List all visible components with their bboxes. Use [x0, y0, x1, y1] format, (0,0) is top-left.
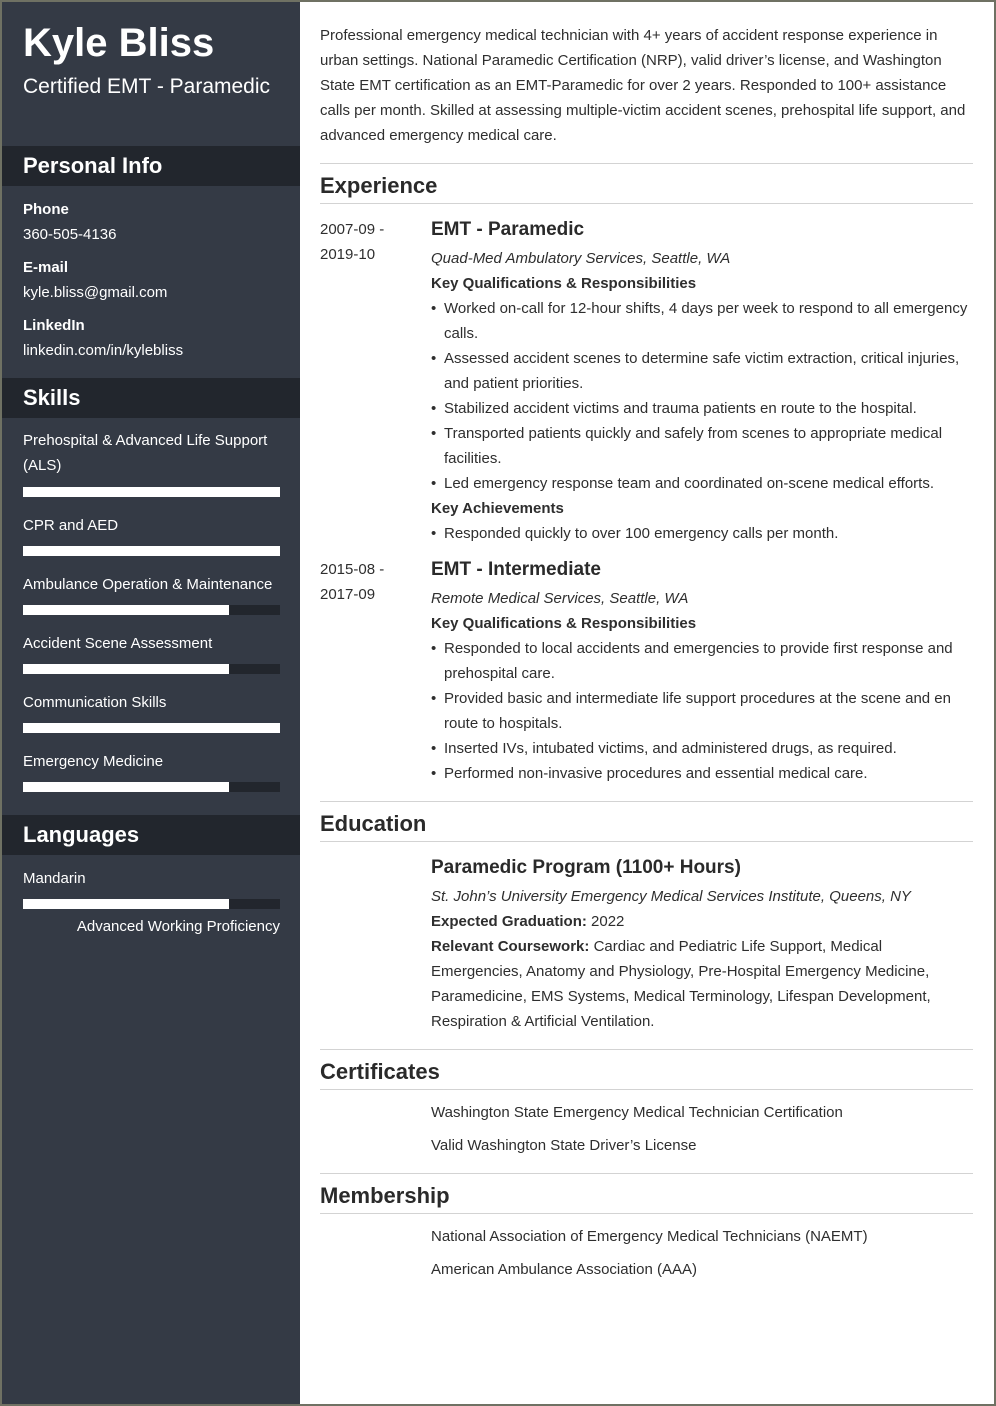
membership-item: National Association of Emergency Medical Technicians (NAEMT) [431, 1228, 868, 1245]
list-item: • Responded to local accidents and emergencies to provide first response and prehospital care. [431, 636, 973, 686]
job-company: Remote Medical Services, Seattle, WA [431, 590, 689, 607]
skill-name: Emergency Medicine [23, 753, 164, 770]
job-resp-heading: Key Qualifications & Responsibilities [431, 615, 697, 632]
list-item: • Stabilized accident victims and trauma patients en route to the hospital. [431, 396, 973, 421]
skill-bar-fill [23, 546, 280, 556]
skill-name: Ambulance Operation & Maintenance [23, 576, 273, 593]
graduation-label: Expected Graduation: [431, 913, 587, 930]
skill-bar [23, 487, 280, 497]
candidate-name: Kyle Bliss [23, 21, 215, 65]
skill-name: Accident Scene Assessment [23, 635, 213, 652]
language-level: Advanced Working Proficiency [76, 918, 280, 935]
job-date-end: 2019-10 [320, 246, 376, 263]
education-graduation [431, 909, 973, 934]
job-responsibilities [431, 296, 973, 496]
skill-bar [23, 723, 280, 733]
sidebar [2, 2, 300, 1404]
job-date-start: 2015-08 - [320, 561, 385, 578]
skill-bar-fill [23, 723, 280, 733]
divider [320, 1213, 973, 1214]
phone-label: Phone [23, 201, 69, 218]
list-item: • Assessed accident scenes to determine safe victim extraction, critical injuries, and patient priorities. [431, 346, 973, 396]
language-name: Mandarin [23, 870, 86, 887]
skill-name: Communication Skills [23, 694, 167, 711]
divider [320, 801, 973, 802]
list-item: • Inserted IVs, intubated victims, and administered drugs, as required. [431, 736, 973, 761]
skill-name: CPR and AED [23, 517, 119, 534]
coursework-value: Cardiac and Pediatric Life Support, Medical Emergencies, Anatomy and Physiology, Pre-Hospital Emergency Medicine, Paramedicine, EMS Systems, Medical Terminology, Lifespan Development, Respiration & Artificial Ventilation. [431, 938, 931, 1030]
skill-bar [23, 605, 280, 615]
divider [320, 841, 973, 842]
personal-info-heading: Personal Info [2, 146, 300, 186]
list-item: • Provided basic and intermediate life support procedures at the scene and en route to hospitals. [431, 686, 973, 736]
language-bar [23, 899, 280, 909]
graduation-value: 2022 [591, 913, 625, 930]
skill-bar [23, 664, 280, 674]
divider [320, 1049, 973, 1050]
skill-bar-fill [23, 782, 229, 792]
linkedin-label: LinkedIn [23, 317, 85, 334]
membership-heading: Membership [320, 1183, 450, 1208]
certificates-heading: Certificates [320, 1059, 440, 1084]
skill-bar-fill [23, 664, 229, 674]
certificate-item: Valid Washington State Driver’s License [431, 1137, 697, 1154]
phone-value: 360-505-4136 [23, 226, 117, 243]
membership-item: American Ambulance Association (AAA) [431, 1261, 697, 1278]
skill-name: Prehospital & Advanced Life Support (ALS) [23, 432, 268, 474]
job-ach-heading: Key Achievements [431, 500, 564, 517]
resume-page [2, 2, 994, 1404]
job-title: EMT - Intermediate [431, 559, 601, 580]
skill-bar-fill [23, 605, 229, 615]
divider [320, 1173, 973, 1174]
email-label: E-mail [23, 259, 69, 276]
divider [320, 1089, 973, 1090]
email-value: kyle.bliss@gmail.com [23, 284, 168, 301]
candidate-title: Certified EMT - Paramedic [23, 75, 271, 98]
divider [320, 163, 973, 164]
job-date-end: 2017-09 [320, 586, 376, 603]
list-item: • Performed non-invasive procedures and essential medical care. [431, 761, 973, 786]
skill-bar [23, 782, 280, 792]
job-title: EMT - Paramedic [431, 219, 585, 240]
job-date-start: 2007-09 - [320, 221, 385, 238]
certificate-item: Washington State Emergency Medical Technician Certification [431, 1104, 843, 1121]
summary: Professional emergency medical technician with 4+ years of accident response experience in urban settings. National Paramedic Certification (NRP), valid driver’s license, and Washington State EMT certification as an EMT-Paramedic for over 2 years. Responded to 100+ assistance calls per month. Skilled at assessing multiple-victim accident scenes, prehospital life support, and advanced emergency medical care. [320, 27, 966, 144]
list-item: • Worked on-call for 12-hour shifts, 4 days per week to respond to all emergency calls. [431, 296, 973, 346]
job-company: Quad-Med Ambulatory Services, Seattle, WA [431, 250, 731, 267]
experience-heading: Experience [320, 173, 438, 198]
job-resp-heading: Key Qualifications & Responsibilities [431, 275, 697, 292]
list-item: • Transported patients quickly and safely from scenes to appropriate medical facilities. [431, 421, 973, 471]
list-item: • Responded quickly to over 100 emergency calls per month. [431, 521, 973, 546]
languages-heading: Languages [2, 815, 300, 855]
skill-bar-fill [23, 487, 280, 497]
linkedin-value: linkedin.com/in/kylebliss [23, 342, 184, 359]
education-school: St. John’s University Emergency Medical Services Institute, Queens, NY [431, 888, 911, 905]
skill-bar [23, 546, 280, 556]
divider [320, 203, 973, 204]
list-item: • Led emergency response team and coordinated on-scene medical efforts. [431, 471, 973, 496]
education-heading: Education [320, 811, 427, 836]
coursework-label: Relevant Coursework: [431, 938, 590, 955]
job-achievements [431, 521, 973, 546]
language-bar-fill [23, 899, 229, 909]
education-coursework [431, 934, 973, 1034]
skills-heading: Skills [2, 378, 300, 418]
job-responsibilities [431, 636, 973, 786]
education-program: Paramedic Program (1100+ Hours) [431, 857, 741, 878]
